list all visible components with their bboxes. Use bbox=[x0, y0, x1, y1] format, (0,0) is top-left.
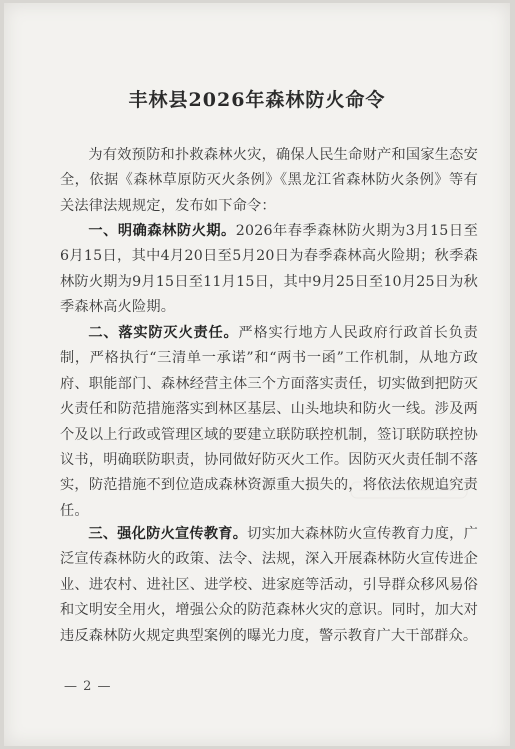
document-page bbox=[4, 3, 510, 746]
intro-paragraph: 为有效预防和扑救森林火灾，确保人民生命财产和国家生态安全，依据《森林草原防灭火条例》《黑龙江省森林防火条例》等有关法律法规规定，发布如下命令： bbox=[60, 147, 478, 214]
section-2-paragraph bbox=[60, 321, 478, 524]
section-1-heading: 一、明确森林防火期。 bbox=[88, 223, 236, 239]
section-1-paragraph bbox=[60, 219, 478, 321]
section-3-heading: 三、强化防火宣传教育。 bbox=[88, 526, 248, 542]
page-number: — 2 — bbox=[64, 679, 112, 694]
section-3-paragraph bbox=[60, 522, 478, 649]
section-2-text: 严格实行地方人民政府行政首长负责制，严格执行“三清单一承诺”和“两书一函”工作机制，从地方政府、职能部门、森林经营主体三个方面落实责任，切实做到把防灭火责任和防范措施落实到林区基层、山头地块和防火一线。涉及两个及以上行政或管理区域的要建立联防联控机制，签订联防联控协议书，明确联防职责，协同做好防灭火工作。因防灭火责任制不落实，防范措施不到位造成森林资源重大损失的，将依法依规追究责任。 bbox=[60, 325, 478, 519]
section-3-text: 切实加大森林防火宣传教育力度，广泛宣传森林防火的政策、法令、法规，深入开展森林防火宣传进企业、进农村、进社区、进学校、进家庭等活动，引导群众移风易俗和文明安全用火，增强公众的防范森林火灾的意识。同时，加大对违反森林防火规定典型案例的曝光力度，警示教育广大干部群众。 bbox=[60, 526, 478, 644]
section-1-text: 2026年春季森林防火期为3月15日至6月15日，其中4月20日至5月20日为春季森林高火险期；秋季森林防火期为9月15日至11月15日，其中9月25日至10月25日为秋季森林高火险期。 bbox=[60, 223, 478, 316]
document-title: 丰林县2026年森林防火命令 bbox=[128, 89, 386, 111]
section-2-heading: 二、落实防灭火责任。 bbox=[88, 325, 239, 341]
